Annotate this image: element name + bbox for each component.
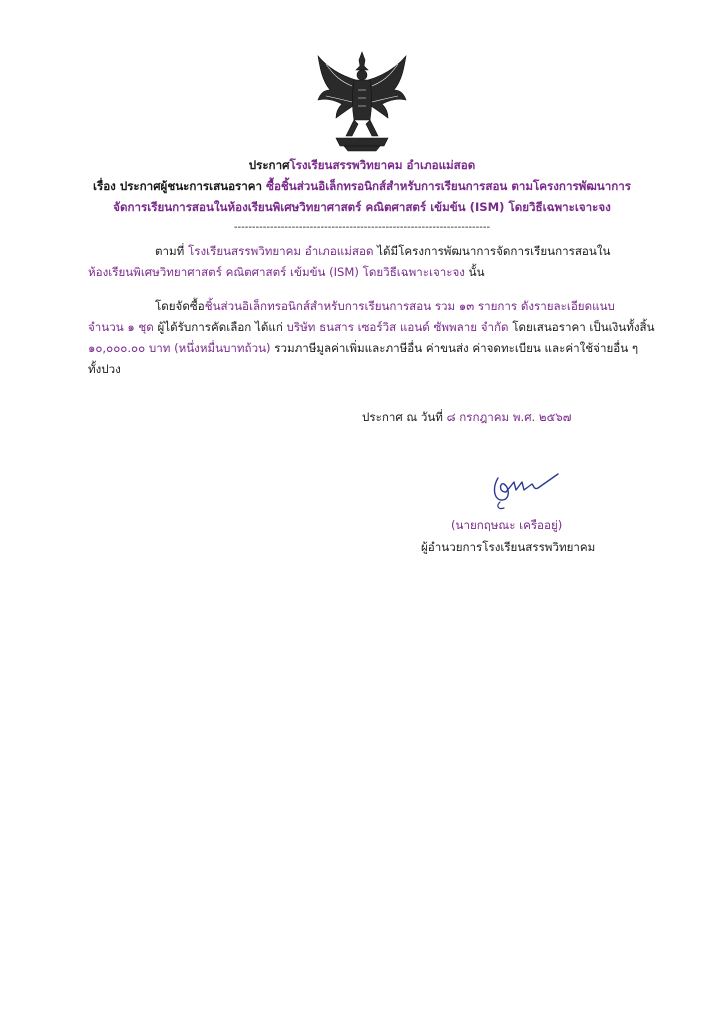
subject-line-2: จัดการเรียนการสอนในห้องเรียนพิเศษวิทยาศาสตร์ คณิตศาสตร์ เข้มข้น (ISM) โดยวิธีเฉพาะเจาะจง <box>113 200 611 214</box>
para2-line-2 <box>88 318 655 336</box>
title-school: โรงเรียนสรรพวิทยาคม อำเภอแม่สอด <box>289 158 476 172</box>
para1-line-1 <box>155 242 610 260</box>
para2-quantity: จำนวน ๑ ชุด <box>88 320 154 334</box>
announce-date: ๘ กรกฎาคม พ.ศ. ๒๕๖๗ <box>446 410 572 424</box>
para1-project: ห้องเรียนพิเศษวิทยาศาสตร์ คณิตศาสตร์ เข้มข้น (ISM) โดยวิธีเฉพาะเจาะจง <box>88 265 465 279</box>
para2-amount: ๑๐,๐๐๐.๐๐ บาท (หนึ่งหมื่นบาทถ้วน) <box>88 341 271 355</box>
announcement-title <box>0 156 724 174</box>
para1-text-c: ได้มีโครงการพัฒนาการจัดการเรียนการสอนใน <box>373 244 611 258</box>
para2-company: บริษัท ธนสาร เซอร์วิส แอนด์ ซัพพลาย จำกัด <box>286 320 509 334</box>
para2-line-1 <box>155 297 615 315</box>
para1-end: นั้น <box>464 265 485 279</box>
para2-text-d: โดยเสนอราคา เป็นเงินทั้งสิ้น <box>508 320 655 334</box>
para1-text-a: ตามที่ <box>155 244 189 258</box>
announce-prefix: ประกาศ ณ วันที่ <box>362 410 447 424</box>
subject-line-1 <box>0 177 724 195</box>
garuda-emblem-icon <box>312 50 412 152</box>
para2-text-a: โดยจัดซื้อ <box>155 299 205 313</box>
para2-text-b: ผู้ได้รับการคัดเลือก ได้แก่ <box>153 320 287 334</box>
para1-line-2 <box>88 263 485 281</box>
para2-line-3 <box>88 339 638 357</box>
title-prefix: ประกาศ <box>248 158 290 172</box>
para1-school: โรงเรียนสรรพวิทยาคม อำเภอแม่สอด <box>188 244 374 258</box>
para2-line-4: ทั้งปวง <box>88 362 121 376</box>
para2-items: ชิ้นส่วนอิเล็กทรอนิกส์สำหรับการเรียนการสอน รวม ๑๓ รายการ ดังรายละเอียดแนบ <box>204 299 615 313</box>
subject-prefix: เรื่อง ประกาศผู้ชนะการเสนอราคา <box>93 179 267 193</box>
separator-line: ----------------------------------------------------------------------- <box>233 222 491 233</box>
signer-position: ผู้อำนวยการโรงเรียนสรรพวิทยาคม <box>421 540 596 554</box>
subject-highlight: ซื้อชิ้นส่วนอิเล็กทรอนิกส์สำหรับการเรียนการสอน ตามโครงการพัฒนาการ <box>266 179 631 193</box>
para2-text-tax: รวมภาษีมูลค่าเพิ่มและภาษีอื่น ค่าขนส่ง ค่าจดทะเบียน และค่าใช้จ่ายอื่น ๆ <box>270 341 639 355</box>
signer-name: (นายกฤษณะ เครืออยู่) <box>451 518 563 532</box>
handwritten-signature-icon <box>488 470 564 510</box>
announce-date-line <box>362 408 571 426</box>
